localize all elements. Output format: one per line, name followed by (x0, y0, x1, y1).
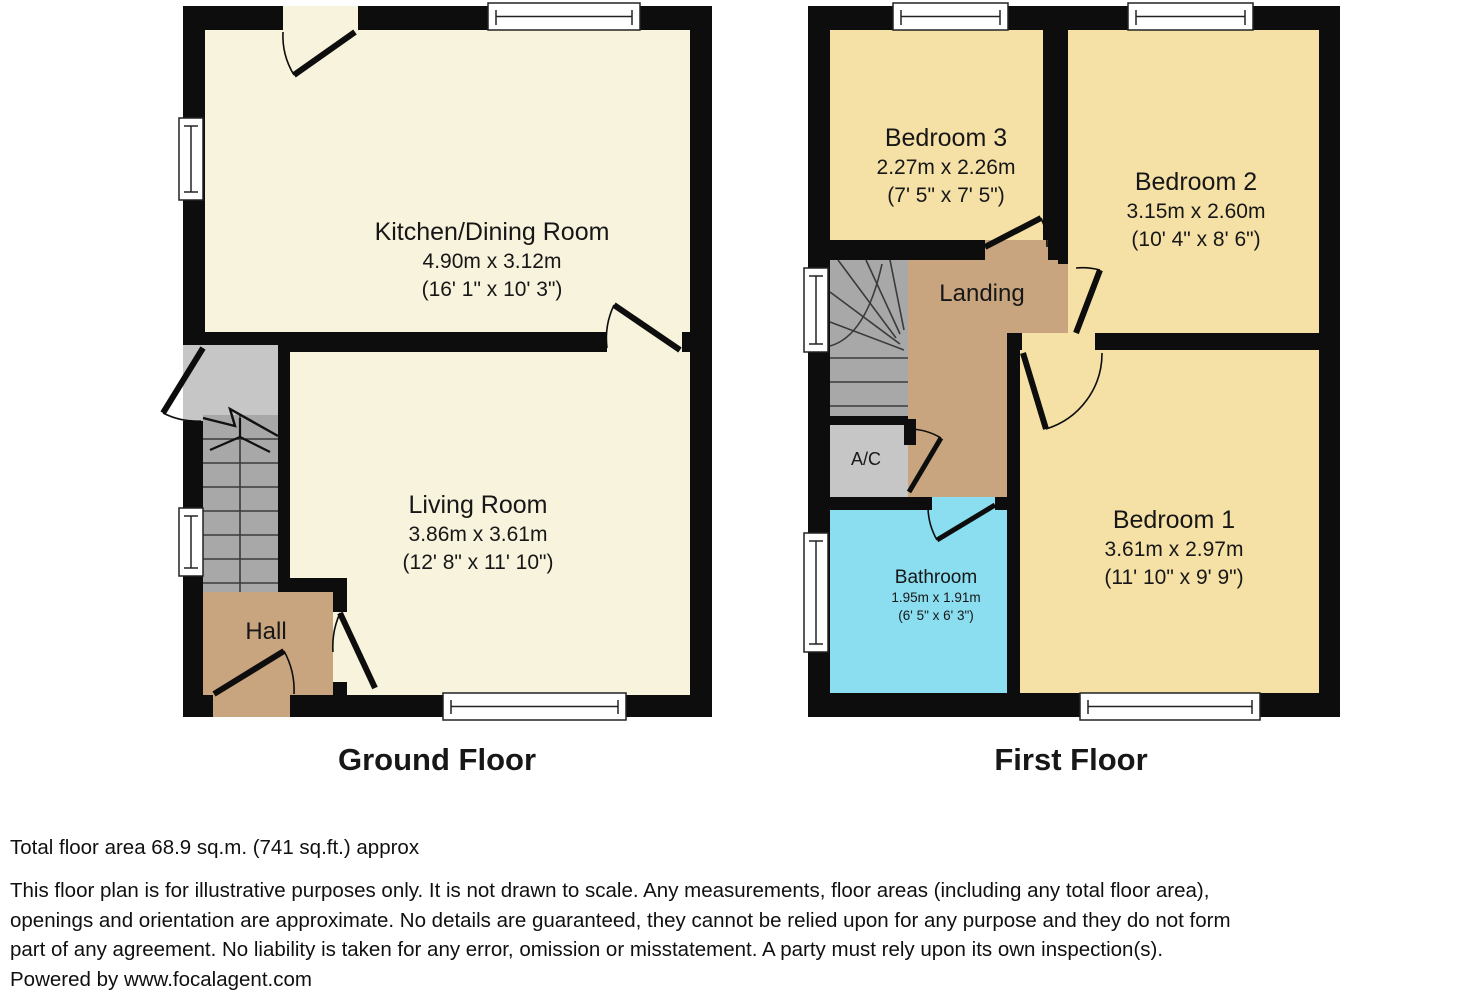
bedroom2-window-top (1128, 3, 1253, 30)
room-dim-metric: 2.27m x 2.26m (876, 156, 1016, 179)
room-dim-imperial: (11' 10" x 9' 9") (1104, 566, 1244, 589)
front-door-opening (213, 695, 290, 717)
bedroom2-door-opening (1056, 264, 1068, 333)
bedroom1-door-opening (1022, 333, 1095, 350)
hall-wall-stub-top (333, 592, 347, 612)
bedroom1-window-bottom (1080, 693, 1260, 720)
room-name: Kitchen/Dining Room (374, 218, 610, 246)
room-name: Bedroom 1 (1112, 506, 1236, 534)
bathroom-label (891, 566, 980, 625)
ac-label: A/C (850, 449, 882, 469)
room-dim-metric: 1.95m x 1.91m (891, 590, 981, 605)
back-door-opening (283, 6, 358, 30)
room-dim-metric: 3.61m x 2.97m (1104, 538, 1244, 561)
landing-label: Landing (939, 280, 1025, 307)
first-floor-plan (808, 6, 1340, 717)
disclaimer-line: This floor plan is for illustrative purposes only. It is not drawn to scale. Any measurements, floor areas (including any total floor area), (10, 879, 1210, 902)
ac-wall-stub (904, 419, 916, 445)
bathroom-window-left (804, 533, 828, 652)
stairs-window-left (179, 508, 203, 576)
room-dim-imperial: (12' 8" x 11' 10") (402, 551, 554, 574)
room-name: Bedroom 2 (1134, 168, 1258, 196)
bedroom3-label (877, 123, 1016, 210)
ground-floor-title: Ground Floor (337, 742, 537, 777)
room-dim-imperial: (16' 1" x 10' 3") (421, 278, 563, 301)
room-name: Bathroom (894, 567, 978, 588)
kitchen-window-left (179, 118, 203, 200)
kitchen-window-top (488, 3, 640, 30)
bedroom1-label (1104, 505, 1243, 592)
stairs-landing-area (203, 345, 278, 415)
disclaimer-line: openings and orientation are approximate. No details are guaranteed, they cannot be relied upon for any purpose and they do not form (10, 908, 1231, 932)
hall-step-wall (278, 578, 347, 592)
hall-label: Hall (245, 618, 287, 645)
disclaimer (10, 876, 1231, 994)
room-dim-metric: 3.86m x 3.61m (408, 523, 548, 546)
room-dim-imperial: (6' 5" x 6' 3") (898, 608, 974, 623)
powered-by: Powered by www.focalagent.com (10, 967, 312, 991)
ground-floor-plan (183, 6, 712, 717)
bedroom3-window-top (893, 3, 1008, 30)
room-dim-imperial: (7' 5" x 7' 5") (887, 184, 1005, 207)
total-floor-area: Total floor area 68.9 sq.m. (741 sq.ft.) approx (10, 836, 420, 859)
stairs-window-left (804, 268, 828, 352)
ground-floor-drawing (183, 6, 712, 717)
room-dim-metric: 4.90m x 3.12m (422, 250, 562, 273)
room-name: Living Room (408, 491, 548, 519)
kitchen-label (375, 217, 610, 304)
bedroom2-label (1127, 167, 1266, 254)
stairs-area (830, 260, 908, 416)
room-dim-imperial: (10' 4" x 8' 6") (1131, 228, 1261, 251)
hall-wall-stub-bottom (333, 682, 347, 695)
living-room-label (403, 490, 554, 577)
first-floor-title: First Floor (994, 742, 1148, 777)
living-window-bottom (443, 693, 626, 720)
room-dim-metric: 3.15m x 2.60m (1126, 200, 1266, 223)
room-name: Bedroom 3 (884, 124, 1008, 152)
first-floor-drawing (808, 6, 1340, 717)
disclaimer-line: part of any agreement. No liability is taken for any error, omission or misstatement. A party must rely upon its own inspection(s). (10, 938, 1164, 961)
